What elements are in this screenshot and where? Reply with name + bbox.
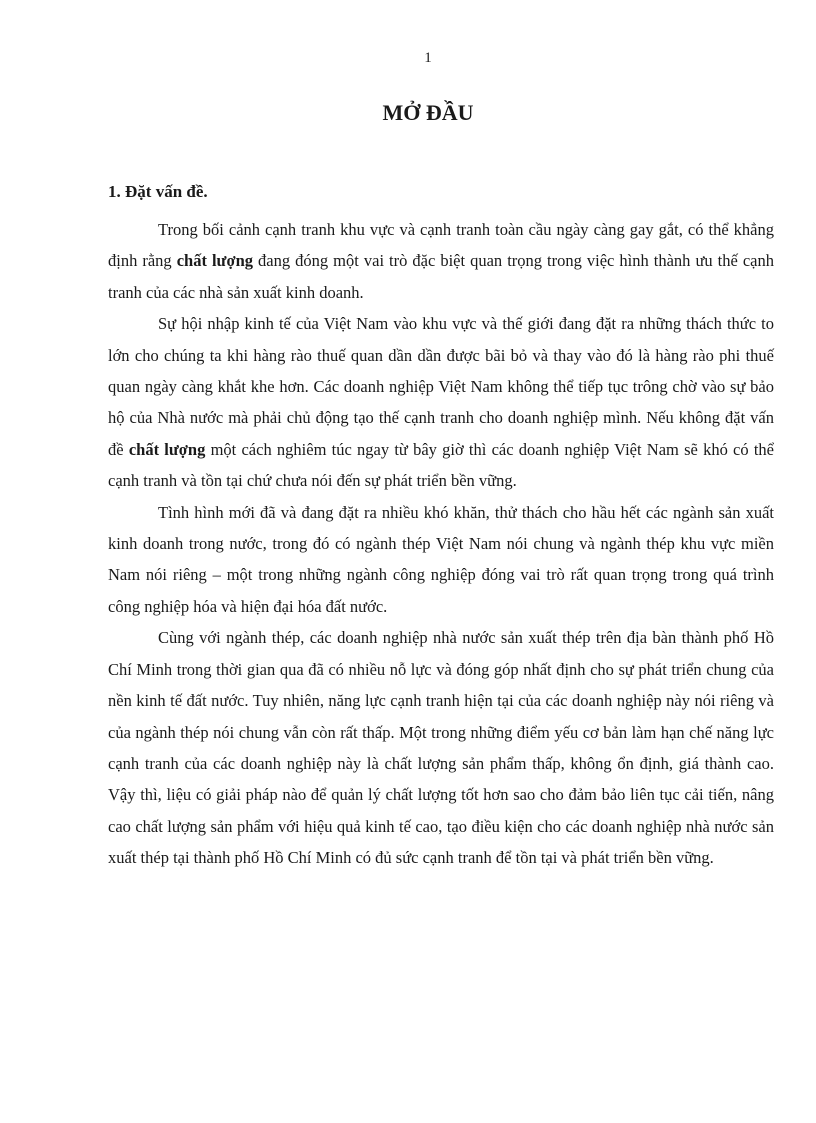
- paragraph-text: một cách nghiêm túc ngay từ bây giờ thì các doanh nghiệp Việt Nam sẽ khó có thể cạnh tranh và tồn tại chứ chưa nói đến sự phát triển bền vững.: [108, 439, 775, 491]
- paragraph-text: Sự hội nhập kinh tế của Việt Nam vào khu vực và thế giới đang đặt ra những thách thức to lớn cho chúng ta khi hàng rào thuế quan dần dần được bãi bỏ và thay vào đó là hàng rào phi thuế quan ngày càng khắt khe hơn. Các doanh nghiệp Việt Nam không thể tiếp tục trông chờ vào sự bảo hộ của Nhà nước mà phải chủ động tạo thế cạnh tranh cho doanh nghiệp mình. Nếu không đặt vấn đề: [108, 314, 774, 459]
- paragraph-text: Trong bối cảnh cạnh tranh khu vực và cạnh tranh toàn cầu ngày càng gay gắt, có thể khẳng định rằng: [108, 220, 774, 271]
- page-number: 1: [424, 50, 432, 66]
- page-title: MỞ ĐẦU: [382, 100, 474, 125]
- emphasis-quality: chất lượng: [176, 251, 254, 271]
- paragraph-situation: Tình hình mới đã và đang đặt ra nhiều khó khăn, thử thách cho hầu hết các ngành sản xuất kinh doanh trong nước, trong đó có ngành thép Việt Nam nói chung và ngành thép khu vực miền Nam nói riêng – một trong những ngành công nghiệp đóng vai trò rất quan trọng trong quá trình công nghiệp hóa và hiện đại hóa đất nước.: [108, 502, 774, 616]
- paragraph-intro: [108, 214, 774, 308]
- paragraph-text: đang đóng một vai trò đặc biệt quan trọng trong việc hình thành ưu thế cạnh tranh của các nhà sản xuất kinh doanh.: [108, 251, 774, 302]
- paragraph-steel-enterprises: Cùng với ngành thép, các doanh nghiệp nhà nước sản xuất thép trên địa bàn thành phố Hồ Chí Minh trong thời gian qua đã có nhiều nỗ lực và đóng góp nhất định cho sự phát triển chung của nền kinh tế đất nước. Tuy nhiên, năng lực cạnh tranh hiện tại của các doanh nghiệp này nói riêng và của ngành thép nói chung vẫn còn rất thấp. Một trong những điểm yếu cơ bản làm hạn chế năng lực cạnh tranh của các doanh nghiệp này là chất lượng sản phẩm thấp, không ổn định, giá thành cao. Vậy thì, liệu có giải pháp nào để quản lý chất lượng tốt hơn sao cho đảm bảo liên tục cải tiến, nâng cao chất lượng sản phẩm với hiệu quả kinh tế cao, tạo điều kiện cho các doanh nghiệp nhà nước sản xuất thép tại thành phố Hồ Chí Minh có đủ sức cạnh tranh để tồn tại và phát triển bền vững.: [108, 628, 774, 868]
- emphasis-quality: chất lượng: [128, 439, 206, 459]
- section-heading: 1. Đặt vấn đề.: [108, 182, 208, 201]
- paragraph-integration: [108, 308, 774, 496]
- document-body: [108, 214, 774, 874]
